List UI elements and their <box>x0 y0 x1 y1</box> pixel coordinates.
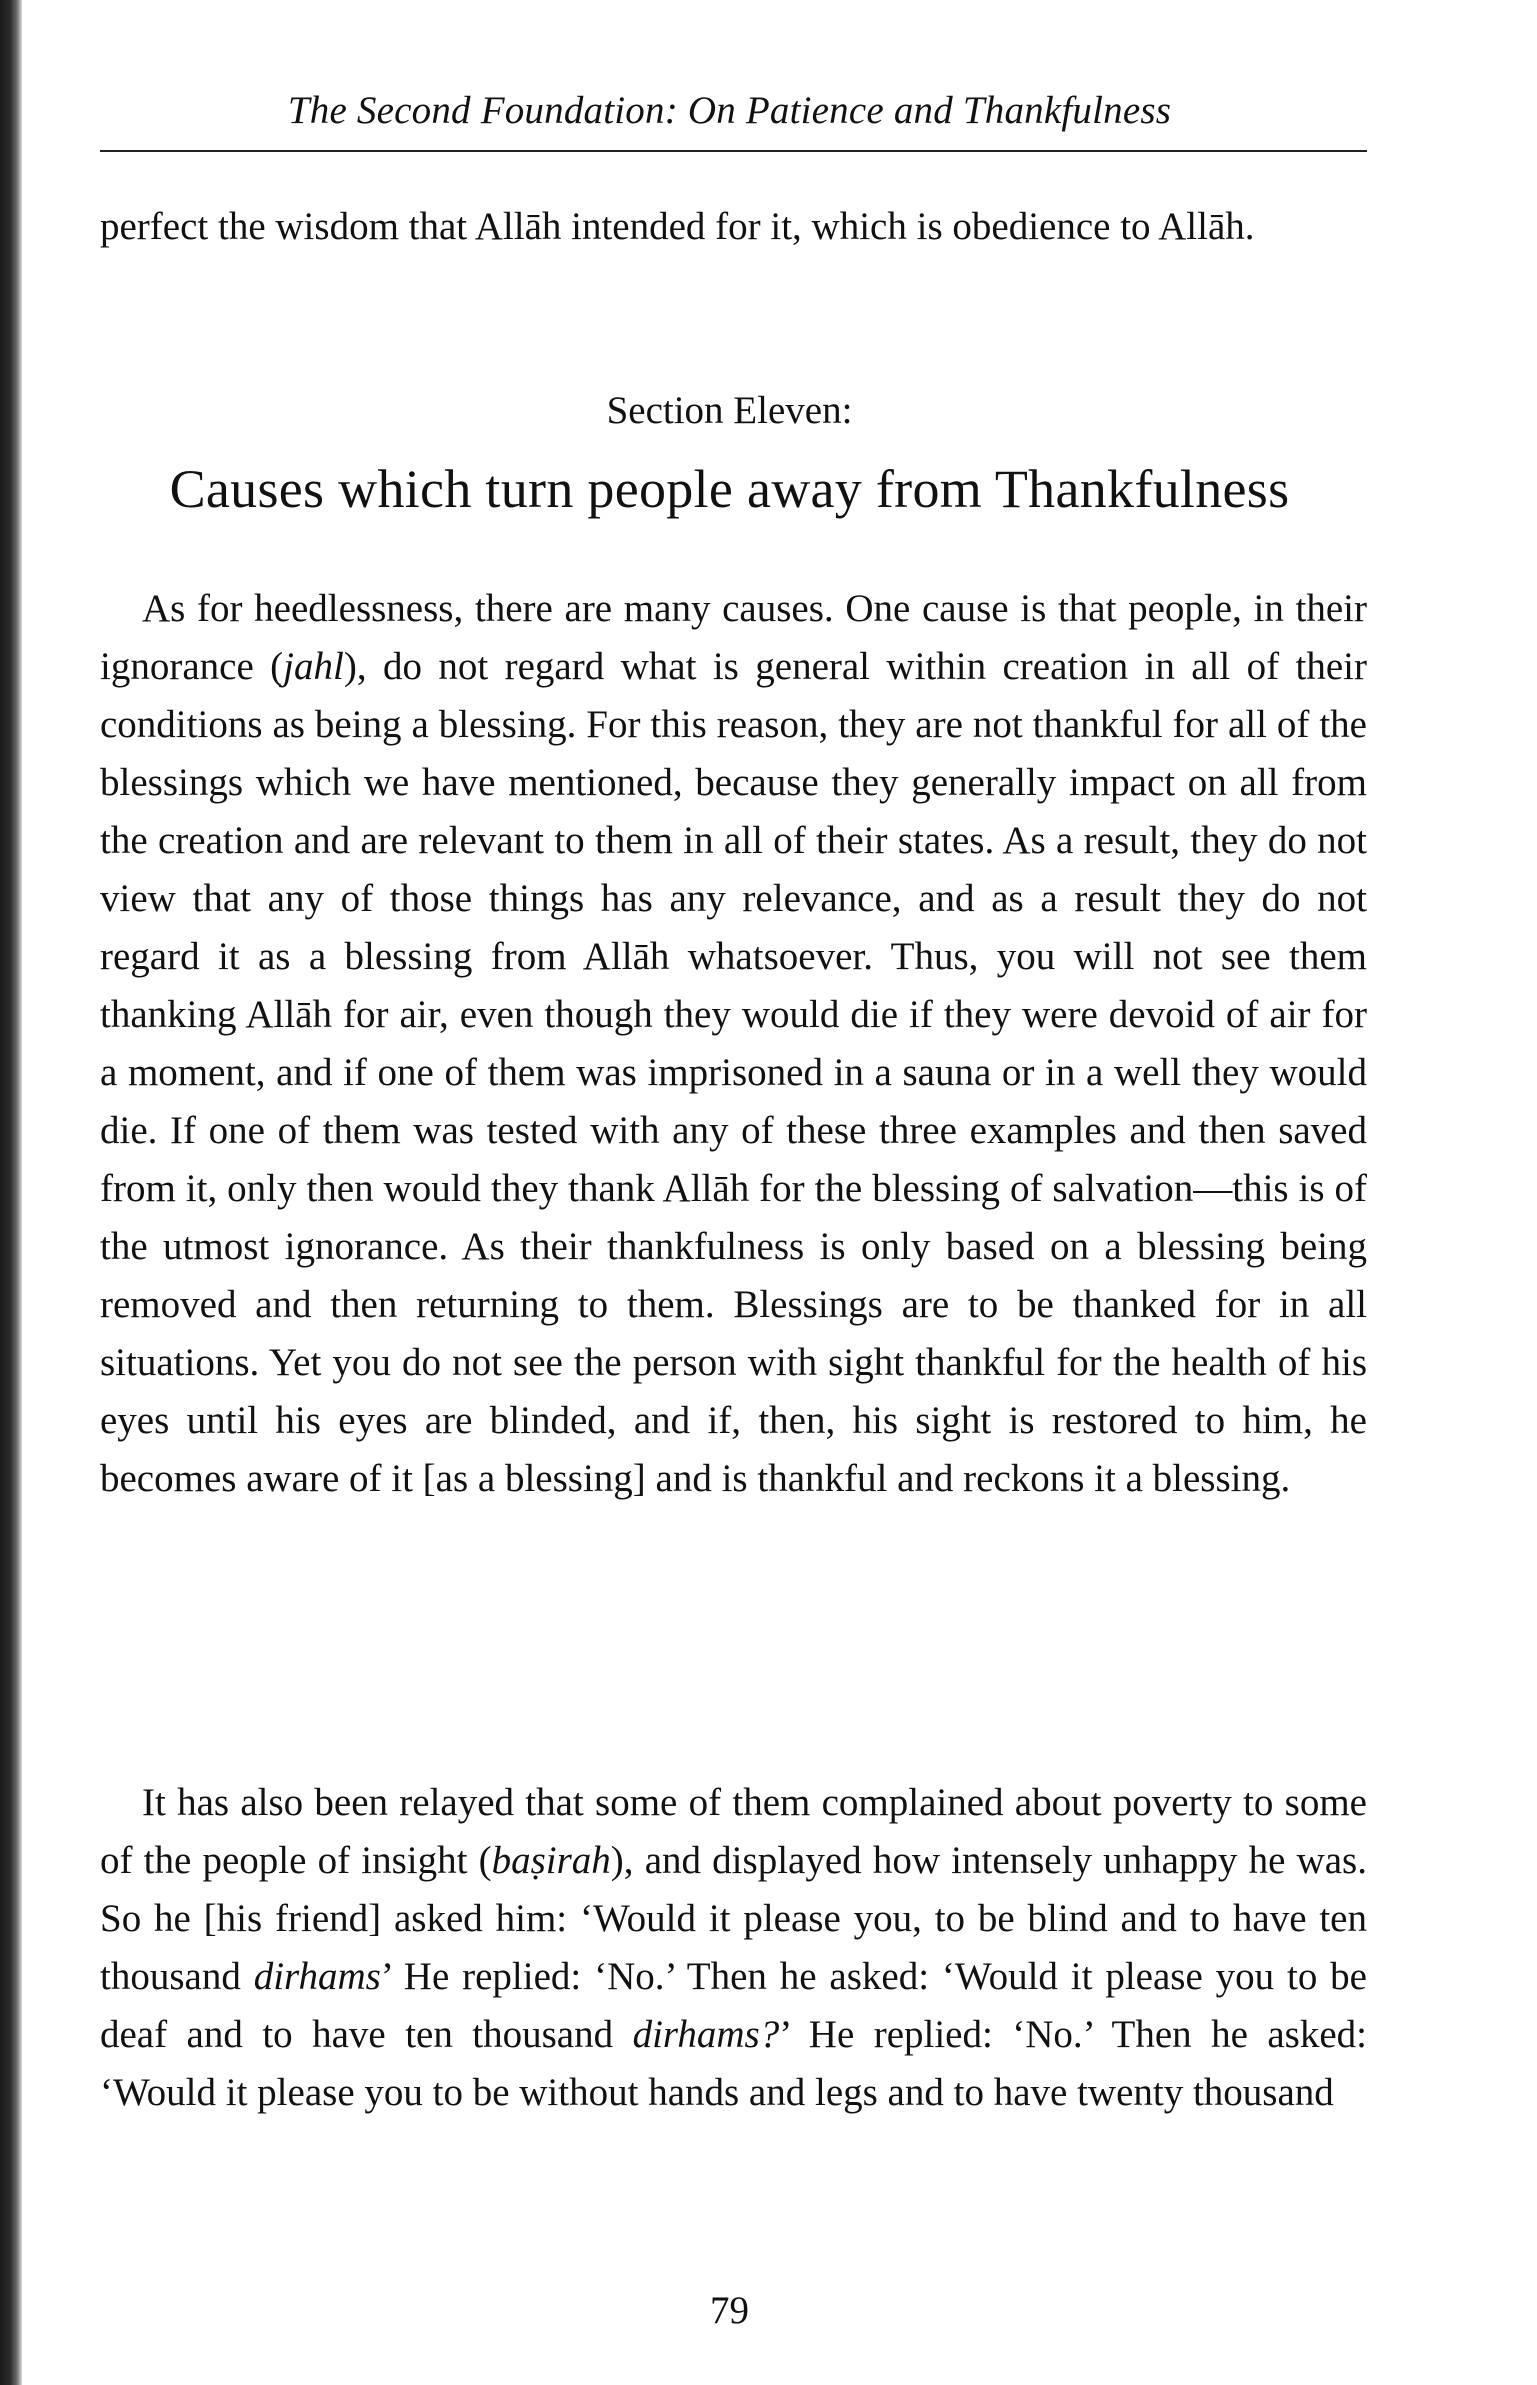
book-page <box>92 0 1367 2385</box>
paragraph-text: ’ He replied: ‘No.’ Then he asked: ‘Would it please you to be without hands and legs and to have twenty thousand <box>100 2013 1368 2114</box>
paragraph-text: It has also been relayed that some of them complained about poverty to some of the people of insight ( <box>100 1781 1367 1882</box>
binding-edge <box>0 0 22 2385</box>
transliterated-term: dirhams? <box>632 2013 780 2056</box>
paragraph-text: ), do not regard what is general within creation in all of their conditions as being a blessing. For this reason, they are not thankful for all of the blessings which we have mentioned, because they generally impact on all from the creation and are relevant to them in all of their states. As a result, they do not view that any of those things has any relevance, and as a result they do not regard it as a blessing from Allāh whatsoever. Thus, you will not see them thanking Allāh for air, even though they would die if they were devoid of air for a moment, and if one of them was imprisoned in a sauna or in a well they would die. If one of them was tested with any of these three examples and then saved from it, only then would they thank Allāh for the blessing of salvation—this is of the utmost ignorance. As their thankfulness is only based on a blessing being removed and then returning to them. Blessings are to be thanked for in all situations. Yet you do not see the person with sight thankful for the health of his eyes until his eyes are blinded, and if, then, his sight is restored to him, he becomes aware of it [as a blessing] and is thankful and reckons it a blessing. <box>100 645 1367 1500</box>
section-title: Causes which turn people away from Thankfulness <box>169 459 1290 519</box>
page-number: 79 <box>710 2289 749 2332</box>
paragraph-text: ), and displayed how intensely unhappy he was. So he [his friend] asked him: ‘Would it please you, to be blind and to have ten thousand <box>100 1839 1367 1998</box>
paragraph-text: As for heedlessness, there are many causes. One cause is that people, in their ignorance ( <box>100 587 1367 688</box>
paragraph-text: ’ He replied: ‘No.’ Then he asked: ‘Would it please you to be deaf and to have ten thousand <box>100 1955 1367 2056</box>
paragraph-continuation: perfect the wisdom that Allāh intended for it, which is obedience to Allāh. <box>100 205 1255 248</box>
transliterated-term: baṣirah <box>491 1839 611 1882</box>
running-head: The Second Foundation: On Patience and Thankfulness <box>287 89 1172 132</box>
paragraph-heedlessness <box>100 580 1367 1508</box>
transliterated-term: jahl <box>283 645 344 688</box>
section-label: Section Eleven: <box>606 389 853 432</box>
header-rule <box>100 150 1367 152</box>
transliterated-term: dirhams <box>253 1955 381 1998</box>
paragraph-poverty-story <box>100 1774 1367 2122</box>
